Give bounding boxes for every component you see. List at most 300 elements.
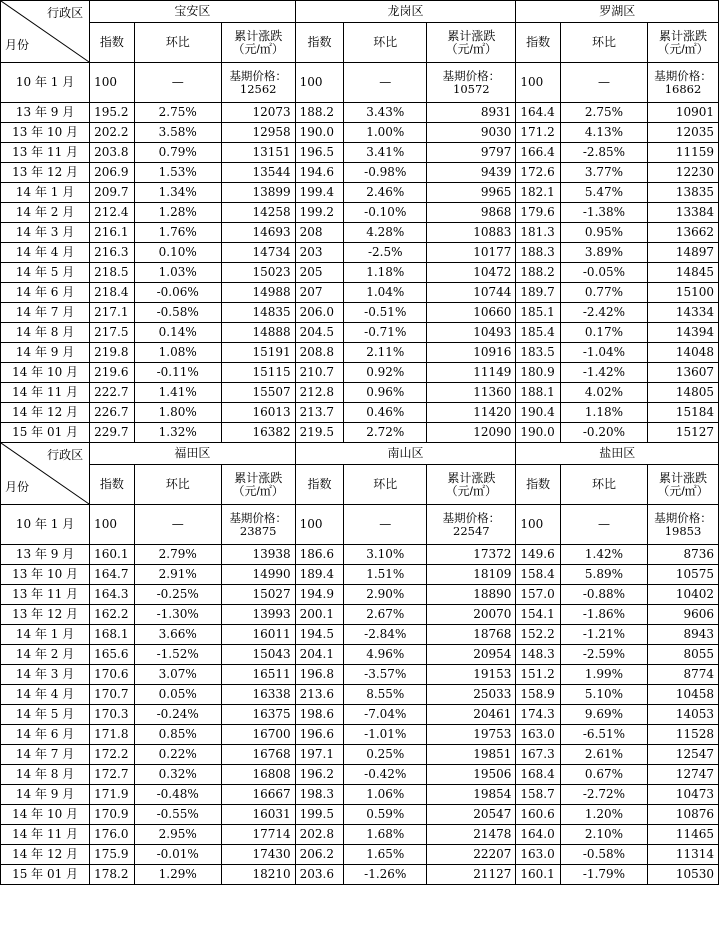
mom-cell: 2.72% — [344, 423, 427, 443]
mom-cell: 1.06% — [344, 785, 427, 805]
mom-cell: 1.42% — [560, 545, 647, 565]
table-row — [1, 805, 719, 825]
mom-cell: 1.65% — [344, 845, 427, 865]
mom-header: 环比 — [134, 23, 221, 63]
table-row — [1, 745, 719, 765]
mom-cell: 8.55% — [344, 685, 427, 705]
index-cell: 194.5 — [295, 625, 344, 645]
mom-cell: -0.48% — [134, 785, 221, 805]
index-cell: 176.0 — [90, 825, 135, 845]
index-cell: 216.3 — [90, 243, 135, 263]
cumulative-cell: 14888 — [221, 323, 295, 343]
mom-cell: -0.06% — [134, 283, 221, 303]
cumulative-cell: 8943 — [648, 625, 719, 645]
mom-cell: -0.01% — [134, 845, 221, 865]
index-cell: 152.2 — [516, 625, 561, 645]
index-cell: 166.4 — [516, 143, 561, 163]
cumulative-cell: 10402 — [648, 585, 719, 605]
cumulative-cell: 17372 — [427, 545, 516, 565]
mom-cell: 2.75% — [560, 103, 647, 123]
mom-cell: -2.59% — [560, 645, 647, 665]
mom-cell: 3.43% — [344, 103, 427, 123]
cumulative-cell: 12230 — [648, 163, 719, 183]
mom-cell: -1.79% — [560, 865, 647, 885]
index-cell: 164.4 — [516, 103, 561, 123]
month-cell: 14 年 3 月 — [1, 223, 90, 243]
index-cell: 203 — [295, 243, 344, 263]
index-cell: 203.6 — [295, 865, 344, 885]
month-cell: 14 年 7 月 — [1, 745, 90, 765]
month-cell: 13 年 10 月 — [1, 123, 90, 143]
month-cell: 14 年 4 月 — [1, 243, 90, 263]
mom-cell: -0.10% — [344, 203, 427, 223]
month-cell: 13 年 9 月 — [1, 103, 90, 123]
index-cell: 217.5 — [90, 323, 135, 343]
cumulative-header — [221, 23, 295, 63]
cumulative-header — [648, 23, 719, 63]
cumulative-cell: 13899 — [221, 183, 295, 203]
index-cell: 149.6 — [516, 545, 561, 565]
cumulative-cell: 9030 — [427, 123, 516, 143]
mom-cell: -1.04% — [560, 343, 647, 363]
cumulative-cell: 16031 — [221, 805, 295, 825]
cumulative-cell: 12035 — [648, 123, 719, 143]
mom-cell: -0.55% — [134, 805, 221, 825]
index-cell: 186.6 — [295, 545, 344, 565]
mom-cell: 2.79% — [134, 545, 221, 565]
mom-cell: 1.41% — [134, 383, 221, 403]
cumulative-cell: 16013 — [221, 403, 295, 423]
cumulative-cell: 16768 — [221, 745, 295, 765]
index-cell: 217.1 — [90, 303, 135, 323]
month-cell: 14 年 12 月 — [1, 845, 90, 865]
cumulative-cell: 19506 — [427, 765, 516, 785]
mom-cell: -2.42% — [560, 303, 647, 323]
cumulative-cell: 14693 — [221, 223, 295, 243]
table-row — [1, 343, 719, 363]
mom-cell: -0.51% — [344, 303, 427, 323]
table-row — [1, 243, 719, 263]
mom-cell: -2.5% — [344, 243, 427, 263]
index-cell: 165.6 — [90, 645, 135, 665]
index-cell: 160.1 — [90, 545, 135, 565]
mom-cell: -1.52% — [134, 645, 221, 665]
month-cell: 14 年 9 月 — [1, 343, 90, 363]
district-name: 南山区 — [295, 443, 516, 465]
index-cell: 190.0 — [516, 423, 561, 443]
cumulative-cell: 19753 — [427, 725, 516, 745]
index-cell: 199.2 — [295, 203, 344, 223]
mom-cell: 1.18% — [344, 263, 427, 283]
cumulative-cell: 12090 — [427, 423, 516, 443]
mom-cell: 0.46% — [344, 403, 427, 423]
table-row — [1, 203, 719, 223]
corner-header-cell — [1, 1, 90, 63]
cumulative-cell: 10660 — [427, 303, 516, 323]
table-row — [1, 845, 719, 865]
district-name: 福田区 — [90, 443, 296, 465]
cumulative-cell: 18210 — [221, 865, 295, 885]
cumulative-cell: 15027 — [221, 585, 295, 605]
cumulative-cell: 19153 — [427, 665, 516, 685]
base-mom-cell: — — [560, 63, 647, 103]
mom-cell: 0.85% — [134, 725, 221, 745]
cumulative-header — [221, 465, 295, 505]
table-row — [1, 625, 719, 645]
cumulative-cell: 14053 — [648, 705, 719, 725]
month-cell: 14 年 10 月 — [1, 805, 90, 825]
cumulative-cell: 16011 — [221, 625, 295, 645]
mom-cell: 1.28% — [134, 203, 221, 223]
cumulative-cell: 9606 — [648, 605, 719, 625]
cumulative-cell: 18890 — [427, 585, 516, 605]
table-row — [1, 323, 719, 343]
index-header: 指数 — [90, 465, 135, 505]
month-cell: 14 年 4 月 — [1, 685, 90, 705]
base-price-cell — [427, 505, 516, 545]
mom-cell: 2.95% — [134, 825, 221, 845]
index-cell: 219.8 — [90, 343, 135, 363]
cumulative-cell: 8931 — [427, 103, 516, 123]
cumulative-header-line2: （元/㎡） — [445, 41, 497, 56]
month-cell: 14 年 5 月 — [1, 263, 90, 283]
index-cell: 164.3 — [90, 585, 135, 605]
cumulative-cell: 11528 — [648, 725, 719, 745]
index-header: 指数 — [90, 23, 135, 63]
mom-cell: 0.67% — [560, 765, 647, 785]
mom-cell: -1.01% — [344, 725, 427, 745]
month-cell: 14 年 10 月 — [1, 363, 90, 383]
mom-cell: 1.04% — [344, 283, 427, 303]
table-row — [1, 685, 719, 705]
cumulative-header — [427, 23, 516, 63]
index-cell: 206.9 — [90, 163, 135, 183]
index-cell: 213.7 — [295, 403, 344, 423]
index-cell: 157.0 — [516, 585, 561, 605]
index-cell: 205 — [295, 263, 344, 283]
index-cell: 170.6 — [90, 665, 135, 685]
index-cell: 218.4 — [90, 283, 135, 303]
cumulative-cell: 14258 — [221, 203, 295, 223]
cumulative-cell: 10493 — [427, 323, 516, 343]
cumulative-cell: 14990 — [221, 565, 295, 585]
mom-cell: 0.92% — [344, 363, 427, 383]
index-cell: 218.5 — [90, 263, 135, 283]
mom-cell: 3.10% — [344, 545, 427, 565]
cumulative-cell: 9439 — [427, 163, 516, 183]
mom-cell: 2.10% — [560, 825, 647, 845]
index-cell: 163.0 — [516, 845, 561, 865]
index-cell: 200.1 — [295, 605, 344, 625]
base-price-label: 基期价格： — [654, 510, 712, 525]
index-header: 指数 — [295, 23, 344, 63]
district-name: 盐田区 — [516, 443, 719, 465]
mom-cell: -0.11% — [134, 363, 221, 383]
index-cell: 188.3 — [516, 243, 561, 263]
cumulative-cell: 10458 — [648, 685, 719, 705]
month-cell: 14 年 5 月 — [1, 705, 90, 725]
base-index-cell: 100 — [90, 63, 135, 103]
cumulative-header-line1: 累计涨跌 — [234, 28, 283, 43]
cumulative-cell: 11159 — [648, 143, 719, 163]
month-cell: 13 年 11 月 — [1, 143, 90, 163]
corner-district-label: 行政区 — [47, 6, 84, 20]
mom-cell: -2.85% — [560, 143, 647, 163]
mom-cell: 1.53% — [134, 163, 221, 183]
month-cell: 15 年 01 月 — [1, 423, 90, 443]
mom-cell: 1.03% — [134, 263, 221, 283]
month-cell: 14 年 11 月 — [1, 383, 90, 403]
cumulative-cell: 15100 — [648, 283, 719, 303]
index-cell: 172.2 — [90, 745, 135, 765]
index-cell: 219.5 — [295, 423, 344, 443]
mom-cell: -0.42% — [344, 765, 427, 785]
index-cell: 189.4 — [295, 565, 344, 585]
table-row — [1, 423, 719, 443]
cumulative-cell: 10883 — [427, 223, 516, 243]
table-row — [1, 665, 719, 685]
mom-cell: 4.13% — [560, 123, 647, 143]
month-cell: 13 年 11 月 — [1, 585, 90, 605]
table-row — [1, 403, 719, 423]
mom-cell: 1.00% — [344, 123, 427, 143]
mom-cell: 3.58% — [134, 123, 221, 143]
index-header: 指数 — [295, 465, 344, 505]
cumulative-cell: 14334 — [648, 303, 719, 323]
index-header: 指数 — [516, 465, 561, 505]
cumulative-cell: 14988 — [221, 283, 295, 303]
mom-cell: 2.90% — [344, 585, 427, 605]
base-price-cell — [221, 505, 295, 545]
cumulative-cell: 12958 — [221, 123, 295, 143]
mom-cell: 0.95% — [560, 223, 647, 243]
index-cell: 195.2 — [90, 103, 135, 123]
mom-cell: 2.67% — [344, 605, 427, 625]
cumulative-cell: 10177 — [427, 243, 516, 263]
cumulative-cell: 20461 — [427, 705, 516, 725]
index-cell: 170.9 — [90, 805, 135, 825]
index-cell: 199.5 — [295, 805, 344, 825]
mom-cell: 1.51% — [344, 565, 427, 585]
mom-header: 环比 — [560, 23, 647, 63]
index-cell: 212.4 — [90, 203, 135, 223]
index-cell: 213.6 — [295, 685, 344, 705]
table-row — [1, 263, 719, 283]
month-cell: 14 年 9 月 — [1, 785, 90, 805]
index-cell: 160.6 — [516, 805, 561, 825]
index-cell: 179.6 — [516, 203, 561, 223]
index-cell: 171.8 — [90, 725, 135, 745]
index-cell: 199.4 — [295, 183, 344, 203]
table-row — [1, 283, 719, 303]
index-cell: 170.3 — [90, 705, 135, 725]
cumulative-header-line2: （元/㎡） — [445, 483, 497, 498]
cumulative-cell: 14805 — [648, 383, 719, 403]
cumulative-header-line1: 累计涨跌 — [447, 28, 496, 43]
cumulative-cell: 10530 — [648, 865, 719, 885]
index-cell: 196.8 — [295, 665, 344, 685]
mom-cell: -1.21% — [560, 625, 647, 645]
month-cell: 14 年 8 月 — [1, 323, 90, 343]
cumulative-cell: 13662 — [648, 223, 719, 243]
mom-header: 环比 — [134, 465, 221, 505]
table-row — [1, 103, 719, 123]
mom-cell: 3.89% — [560, 243, 647, 263]
mom-cell: 4.28% — [344, 223, 427, 243]
mom-cell: 0.77% — [560, 283, 647, 303]
mom-cell: 1.34% — [134, 183, 221, 203]
mom-cell: 5.47% — [560, 183, 647, 203]
cumulative-cell: 17430 — [221, 845, 295, 865]
index-cell: 174.3 — [516, 705, 561, 725]
base-price-value: 10572 — [453, 81, 490, 96]
base-index-cell: 100 — [90, 505, 135, 545]
cumulative-cell: 13384 — [648, 203, 719, 223]
cumulative-cell: 11360 — [427, 383, 516, 403]
base-mom-cell: — — [134, 63, 221, 103]
index-cell: 198.6 — [295, 705, 344, 725]
mom-cell: -1.30% — [134, 605, 221, 625]
cumulative-cell: 20547 — [427, 805, 516, 825]
mom-cell: -0.58% — [560, 845, 647, 865]
month-cell: 13 年 12 月 — [1, 605, 90, 625]
index-cell: 209.7 — [90, 183, 135, 203]
index-cell: 148.3 — [516, 645, 561, 665]
month-cell: 14 年 12 月 — [1, 403, 90, 423]
mom-cell: -0.88% — [560, 585, 647, 605]
index-cell: 158.4 — [516, 565, 561, 585]
month-cell: 14 年 1 月 — [1, 183, 90, 203]
district-name: 龙岗区 — [295, 1, 516, 23]
cumulative-header-line2: （元/㎡） — [232, 483, 284, 498]
mom-cell: 5.10% — [560, 685, 647, 705]
mom-cell: 0.22% — [134, 745, 221, 765]
cumulative-cell: 10916 — [427, 343, 516, 363]
cumulative-cell: 16511 — [221, 665, 295, 685]
table-row — [1, 163, 719, 183]
cumulative-cell: 25033 — [427, 685, 516, 705]
cumulative-cell: 16338 — [221, 685, 295, 705]
index-cell: 158.7 — [516, 785, 561, 805]
mom-cell: 9.69% — [560, 705, 647, 725]
cumulative-cell: 16382 — [221, 423, 295, 443]
cumulative-cell: 19854 — [427, 785, 516, 805]
index-cell: 175.9 — [90, 845, 135, 865]
table-row — [1, 223, 719, 243]
index-cell: 162.2 — [90, 605, 135, 625]
base-price-cell — [427, 63, 516, 103]
base-price-value: 22547 — [453, 523, 490, 538]
mom-cell: 0.14% — [134, 323, 221, 343]
mom-cell: 1.18% — [560, 403, 647, 423]
cumulative-header-line1: 累计涨跌 — [447, 470, 496, 485]
base-index-cell: 100 — [516, 505, 561, 545]
mom-cell: -0.20% — [560, 423, 647, 443]
district-name: 罗湖区 — [516, 1, 719, 23]
mom-cell: 0.79% — [134, 143, 221, 163]
index-cell: 198.3 — [295, 785, 344, 805]
index-cell: 163.0 — [516, 725, 561, 745]
cumulative-cell: 8736 — [648, 545, 719, 565]
cumulative-cell: 12547 — [648, 745, 719, 765]
month-cell: 14 年 6 月 — [1, 283, 90, 303]
cumulative-cell: 13835 — [648, 183, 719, 203]
mom-cell: -0.98% — [344, 163, 427, 183]
table-row — [1, 705, 719, 725]
month-cell: 14 年 2 月 — [1, 645, 90, 665]
mom-cell: 2.91% — [134, 565, 221, 585]
mom-cell: -1.42% — [560, 363, 647, 383]
mom-cell: 2.75% — [134, 103, 221, 123]
mom-cell: 4.96% — [344, 645, 427, 665]
cumulative-header-line1: 累计涨跌 — [659, 28, 708, 43]
index-cell: 160.1 — [516, 865, 561, 885]
cumulative-cell: 15127 — [648, 423, 719, 443]
cumulative-cell: 20954 — [427, 645, 516, 665]
base-mom-cell: — — [344, 63, 427, 103]
mom-cell: -0.58% — [134, 303, 221, 323]
index-cell: 203.8 — [90, 143, 135, 163]
base-price-label: 基期价格： — [654, 68, 712, 83]
base-price-cell — [648, 63, 719, 103]
mom-cell: 1.08% — [134, 343, 221, 363]
table-row — [1, 645, 719, 665]
index-cell: 204.1 — [295, 645, 344, 665]
cumulative-cell: 15043 — [221, 645, 295, 665]
cumulative-cell: 8774 — [648, 665, 719, 685]
cumulative-cell: 13544 — [221, 163, 295, 183]
cumulative-cell: 18109 — [427, 565, 516, 585]
mom-cell: -1.86% — [560, 605, 647, 625]
month-cell: 15 年 01 月 — [1, 865, 90, 885]
table-row — [1, 303, 719, 323]
base-price-label: 基期价格： — [442, 68, 501, 83]
mom-cell: 1.32% — [134, 423, 221, 443]
month-cell: 14 年 6 月 — [1, 725, 90, 745]
mom-cell: 3.07% — [134, 665, 221, 685]
index-cell: 222.7 — [90, 383, 135, 403]
table-row — [1, 765, 719, 785]
mom-cell: 3.66% — [134, 625, 221, 645]
cumulative-cell: 15115 — [221, 363, 295, 383]
table-row — [1, 825, 719, 845]
cumulative-cell: 13993 — [221, 605, 295, 625]
index-cell: 151.2 — [516, 665, 561, 685]
mom-cell: -7.04% — [344, 705, 427, 725]
district-name: 宝安区 — [90, 1, 296, 23]
index-header: 指数 — [516, 23, 561, 63]
month-cell: 13 年 10 月 — [1, 565, 90, 585]
cumulative-cell: 12073 — [221, 103, 295, 123]
index-cell: 202.8 — [295, 825, 344, 845]
index-cell: 196.5 — [295, 143, 344, 163]
cumulative-cell: 11465 — [648, 825, 719, 845]
cumulative-cell: 12747 — [648, 765, 719, 785]
index-cell: 158.9 — [516, 685, 561, 705]
table-row — [1, 183, 719, 203]
index-cell: 185.1 — [516, 303, 561, 323]
index-cell: 181.3 — [516, 223, 561, 243]
cumulative-header — [648, 465, 719, 505]
index-cell: 164.0 — [516, 825, 561, 845]
cumulative-cell: 13151 — [221, 143, 295, 163]
corner-month-label: 月份 — [5, 38, 30, 52]
mom-cell: 4.02% — [560, 383, 647, 403]
cumulative-cell: 15191 — [221, 343, 295, 363]
index-cell: 188.2 — [295, 103, 344, 123]
corner-district-label: 行政区 — [47, 448, 84, 462]
mom-cell: -0.05% — [560, 263, 647, 283]
